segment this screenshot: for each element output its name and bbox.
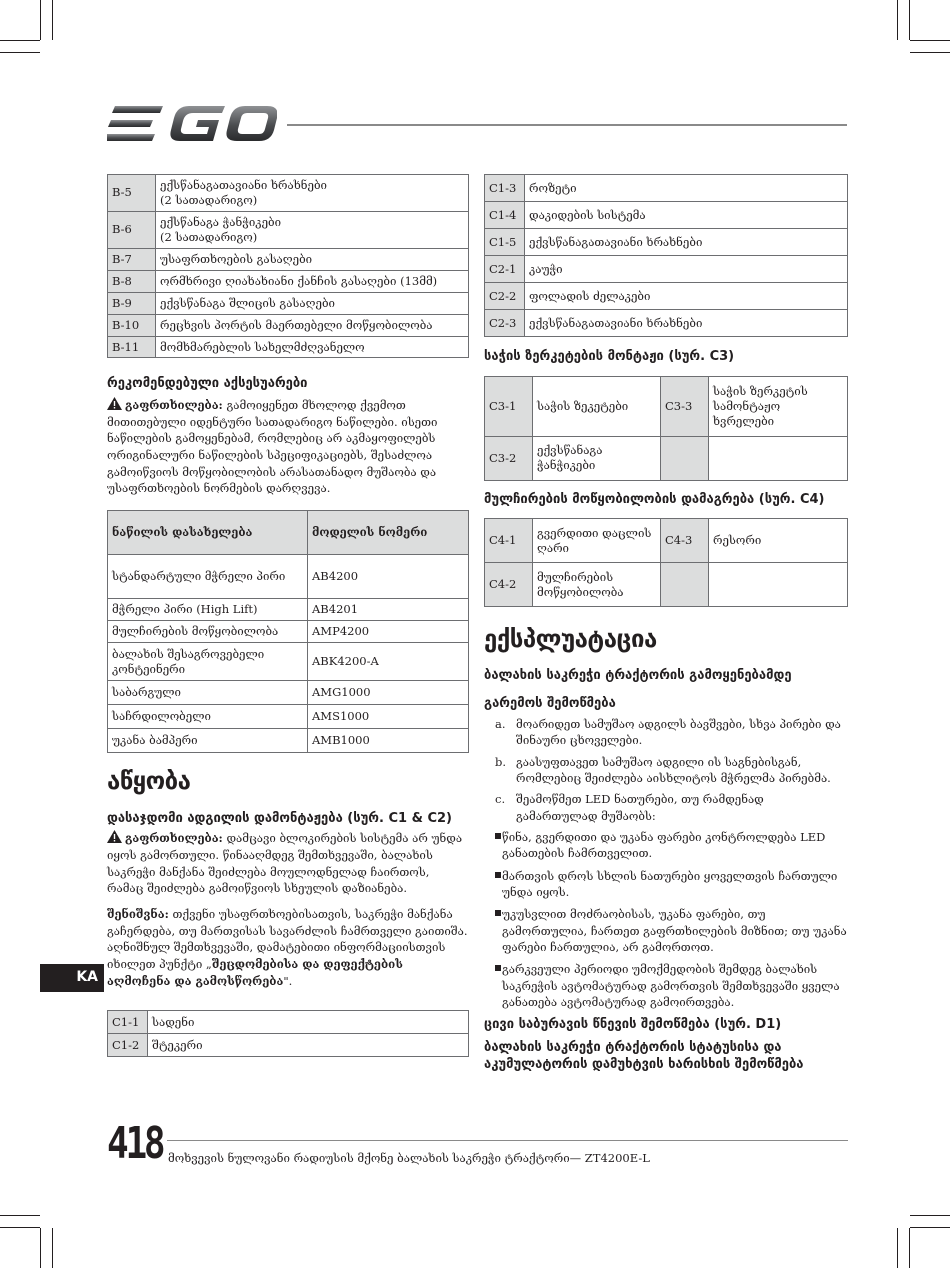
col-part-name: ნაწილის დასახელება xyxy=(108,511,308,555)
assembly-title: აწყობა xyxy=(107,767,191,796)
tire-pressure-heading: ცივი საბურავის წნევის შემოწმება (სურ. D1) xyxy=(484,1017,782,1033)
table-row xyxy=(108,1011,469,1034)
part-desc: ექსწანაგათავიანი ხრახნები (2 სათადარიგო) xyxy=(156,175,469,212)
table-row xyxy=(485,376,848,436)
square-bullet-icon xyxy=(484,906,502,955)
model-number: AMG1000 xyxy=(308,681,469,705)
crop-mark xyxy=(910,1215,950,1216)
crop-mark xyxy=(910,40,950,41)
table-row xyxy=(485,436,848,480)
crop-mark xyxy=(909,1228,910,1268)
steering-cup-heading: საჭის ზერკეტების მონტაჟი (სურ. C3) xyxy=(484,349,735,364)
part-code: B-8 xyxy=(108,270,156,292)
part-desc: საჭის ზეკეტები xyxy=(533,376,661,436)
part-name: საჩრდილობელი xyxy=(108,705,308,729)
crop-mark xyxy=(909,0,910,40)
table-row xyxy=(485,310,848,337)
table-row xyxy=(108,175,469,212)
model-number: AMS1000 xyxy=(308,705,469,729)
table-row xyxy=(108,681,469,705)
list-item xyxy=(484,791,848,824)
crop-mark xyxy=(0,1215,40,1216)
list-text: შეამოწმეთ LED ნათურები, თუ რამდენად გამართულად მუშაობს: xyxy=(516,792,764,823)
part-desc: შტეკერი xyxy=(148,1034,469,1057)
part-code: B-5 xyxy=(108,175,156,212)
table-row xyxy=(108,705,469,729)
footer-rule xyxy=(167,1140,848,1141)
table-row xyxy=(108,211,469,248)
accessories-table xyxy=(107,510,469,753)
mulch-heading: მულჩირების მოწყობილობის დამაგრება (სურ. C4) xyxy=(484,491,825,507)
list-marker: c. xyxy=(495,792,506,807)
environment-check-list xyxy=(484,716,848,824)
list-item xyxy=(484,829,848,862)
part-desc: ორმხრივი ღიახახიანი ქანჩის გასაღები (13მმ) xyxy=(156,270,469,292)
part-code: C3-2 xyxy=(485,436,533,480)
part-desc: საჭის ზერკეტის სამონტაჟო ხვრელები xyxy=(709,376,848,436)
part-desc: ექვსწანაგა შლიცის გასაღები xyxy=(156,292,469,314)
part-code: C1-2 xyxy=(108,1034,148,1057)
list-marker: b. xyxy=(495,754,507,769)
part-name: სტანდარტული მჭრელი პირი xyxy=(108,555,308,599)
warning-text: დამცავი ბლოკირების სისტემა არ უნდა იყოს გამორთული. წინააღმდეგ შემთხვევაში, ბალახის საკრეჭი მანქანა შეიძლება მოულოდნელად ჩაირთოს, რამაც შეიძლება გამოიწვიოს სხეულის დაზიანება. xyxy=(107,831,463,896)
empty-cell xyxy=(709,436,848,480)
model-number: AB4200 xyxy=(308,555,469,599)
empty-cell xyxy=(661,563,709,607)
crop-mark xyxy=(40,1228,41,1268)
part-code: C3-1 xyxy=(485,376,533,436)
steering-cup-table xyxy=(484,376,848,481)
list-text: გაასუფთავეთ სამუშაო ადგილი ის საგნებისგან, რომლებიც შეიძლება აისხლიტოს მჭრელმა პირებმა. xyxy=(516,754,831,785)
operation-title: ექსპლუატაცია xyxy=(484,625,657,654)
table-row xyxy=(485,563,848,607)
part-desc: რეცხვის პორტის მაერთებელი მოწყობილობა xyxy=(156,314,469,336)
crop-mark xyxy=(0,40,40,41)
list-text: გარკვეული პერიოდი უმოქმედობის შემდეგ ბალახის საკრეჭის ავტომატურად გამორთვის შემთხვევაში ყველა განათება ავტომატურად გამოირთვება. xyxy=(502,962,840,1009)
part-code: C2-3 xyxy=(485,310,525,337)
part-code: C4-1 xyxy=(485,519,533,563)
list-marker: a. xyxy=(495,716,506,731)
part-code: C2-1 xyxy=(485,256,525,283)
table-row xyxy=(485,519,848,563)
part-desc: დაკიდების სისტემა xyxy=(525,202,848,229)
table-row xyxy=(108,599,469,621)
part-name: ბალახის შესაგროვებელი კონტეინერი xyxy=(108,643,308,681)
square-bullet-icon xyxy=(484,829,502,862)
part-code: C2-2 xyxy=(485,283,525,310)
part-name: მულჩირების მოწყობილობა xyxy=(108,621,308,643)
table-row xyxy=(108,314,469,336)
part-code: C4-2 xyxy=(485,563,533,607)
ego-logo xyxy=(107,104,277,144)
note-text-end: ". xyxy=(283,973,293,988)
part-code: C1-4 xyxy=(485,202,525,229)
empty-cell xyxy=(709,563,848,607)
note-label: შენიშვნა: xyxy=(107,907,169,922)
part-desc: რესორი xyxy=(709,519,848,563)
table-row xyxy=(485,229,848,256)
crop-mark xyxy=(40,0,41,40)
part-name: მჭრელი პირი (High Lift) xyxy=(108,599,308,621)
part-name: საბარგული xyxy=(108,681,308,705)
warning-icon xyxy=(107,397,122,410)
table-row xyxy=(108,729,469,753)
list-text: უკუსვლით მოძრაობისას, უკანა ფარები, თუ გამორთულია, ჩართეთ გაფრთხილების მიზნით; თუ უკანა ფარები ჩართულია, არ გამორთოთ. xyxy=(502,907,847,954)
table-row xyxy=(108,292,469,314)
part-code: B-10 xyxy=(108,314,156,336)
part-desc: ექვსწანაგათავიანი ხრახნები xyxy=(525,310,848,337)
crop-mark xyxy=(897,1228,898,1268)
page-number: 418 xyxy=(107,1118,163,1169)
language-tab: KA xyxy=(40,964,104,992)
table-row xyxy=(108,1034,469,1057)
part-code: C1-1 xyxy=(108,1011,148,1034)
part-desc: გვერდითი დაცლის ღარი xyxy=(533,519,661,563)
square-bullet-icon xyxy=(484,961,502,1010)
table-row xyxy=(108,336,469,358)
list-item xyxy=(484,716,848,749)
model-number: ABK4200-A xyxy=(308,643,469,681)
part-desc: ფოლადის ძელაკები xyxy=(525,283,848,310)
parts-b-table xyxy=(107,174,469,358)
part-code: C4-3 xyxy=(661,519,709,563)
square-bullet-icon xyxy=(484,868,502,901)
part-code: B-11 xyxy=(108,336,156,358)
accessories-heading: რეკომენდებული აქსესუარები xyxy=(107,376,308,392)
header-rule xyxy=(287,124,847,126)
part-desc: ექვსწანაგა ჭანჭიკები xyxy=(533,436,661,480)
table-row xyxy=(108,270,469,292)
led-bullet-list xyxy=(484,829,848,1010)
crop-mark xyxy=(910,52,950,53)
empty-cell xyxy=(661,436,709,480)
battery-status-heading: ბალახის საკრეჭი ტრაქტორის სტატუსისა და აკუმულატორის დამუხტვის ხარისხის შემოწმება xyxy=(484,1039,804,1073)
part-desc: უსაფრთხოების გასაღები xyxy=(156,248,469,270)
model-number: AMB1000 xyxy=(308,729,469,753)
crop-mark xyxy=(0,1227,40,1228)
part-code: B-7 xyxy=(108,248,156,270)
list-item xyxy=(484,961,848,1010)
list-item xyxy=(484,868,848,901)
troubleshooting-reference[interactable]: შეცდომებისა და დეფექტების აღმოჩენა და გამოსწორება xyxy=(107,957,403,988)
left-column xyxy=(107,174,469,1057)
environment-check-heading: გარემოს შემოწმება xyxy=(484,696,616,712)
part-desc: კაუჭი xyxy=(525,256,848,283)
part-desc: ექსწანაგა ჭანჭიკები (2 სათადარიგო) xyxy=(156,211,469,248)
safety-note xyxy=(107,906,469,989)
crop-mark xyxy=(52,0,53,40)
note-text: თქვენი უსაფრთხოებისათვის, საკრეჭი მანქანა გაჩერდება, თუ მართვისას სავარძლის ჩამრთველი გაითიშა. აღნიშნულ შემთხვევაში, დამატებითი ინფორმაციისთვის იხილეთ პუნქტი „ xyxy=(107,907,468,972)
right-column xyxy=(484,174,848,1074)
model-number: AMP4200 xyxy=(308,621,469,643)
accessories-warning xyxy=(107,397,469,497)
warning-text: გამოიყენეთ მხოლოდ ქვემოთ მითითებული იდენტური სათადარიგო ნაწილები. ისეთი ნაწილების გამოყენებამ, რომლებიც არ აკმაყოფილებს ორიგინალური ნაწილების სპეციფიკაციებს, შესაძლოა გამოიწვიოს მოწყობილობის არასათანადო მუშაობა და უსაფრთხოების ნორმების დარღვევა. xyxy=(107,397,438,496)
model-number: AB4201 xyxy=(308,599,469,621)
part-desc: მომხმარებლის სახელმძღვანელო xyxy=(156,336,469,358)
parts-c-table-left xyxy=(107,1010,469,1057)
crop-mark xyxy=(897,0,898,40)
list-item xyxy=(484,754,848,787)
before-use-heading: ბალახის საკრეჭი ტრაქტორის გამოყენებამდე xyxy=(484,667,792,683)
warning-icon xyxy=(107,830,122,843)
crop-mark xyxy=(52,1228,53,1268)
part-code: B-6 xyxy=(108,211,156,248)
table-row xyxy=(108,555,469,599)
warning-label: გაფრთხილება: xyxy=(125,831,223,846)
part-name: უკანა ბამპერი xyxy=(108,729,308,753)
crop-mark xyxy=(0,52,40,53)
part-desc: ექვსწანაგათავიანი ხრახნები xyxy=(525,229,848,256)
list-text: მართვის დროს სხლის ნათურები ყოველთვის ჩართული უნდა იყოს. xyxy=(502,868,838,899)
table-row xyxy=(485,202,848,229)
part-desc: მულჩირების მოწყობილობა xyxy=(533,563,661,607)
crop-mark xyxy=(910,1227,950,1228)
list-text: წინა, გვერდითი და უკანა ფარები კონტროლდება LED განათების ჩამრთველით. xyxy=(502,829,826,861)
table-row xyxy=(108,621,469,643)
accessories-table-header xyxy=(108,511,469,555)
footer-text: მოხვევის ნულოვანი რადიუსის მქონე ბალახის საკრეჭი ტრაქტორი— ZT4200E-L xyxy=(168,1151,650,1165)
mulch-table xyxy=(484,518,848,607)
part-desc: სადენი xyxy=(148,1011,469,1034)
part-code: C1-5 xyxy=(485,229,525,256)
part-code: C1-3 xyxy=(485,175,525,202)
table-row xyxy=(108,248,469,270)
list-item xyxy=(484,906,848,955)
col-model-number: მოდელის ნომერი xyxy=(308,511,469,555)
seat-warning xyxy=(107,830,469,897)
parts-c-table-right xyxy=(484,174,848,337)
table-row xyxy=(485,256,848,283)
list-text: მოარიდეთ სამუშაო ადგილს ბავშვები, სხვა პირები და შინაური ცხოველები. xyxy=(516,716,841,748)
table-row xyxy=(485,175,848,202)
warning-label: გაფრთხილება: xyxy=(125,397,223,412)
part-code: B-9 xyxy=(108,292,156,314)
table-row xyxy=(485,283,848,310)
part-desc: როზეტი xyxy=(525,175,848,202)
seat-heading: დასაჯდომი ადგილის დამონტაჟება (სურ. C1 & C2) xyxy=(107,810,452,826)
table-row xyxy=(108,643,469,681)
part-code: C3-3 xyxy=(661,376,709,436)
